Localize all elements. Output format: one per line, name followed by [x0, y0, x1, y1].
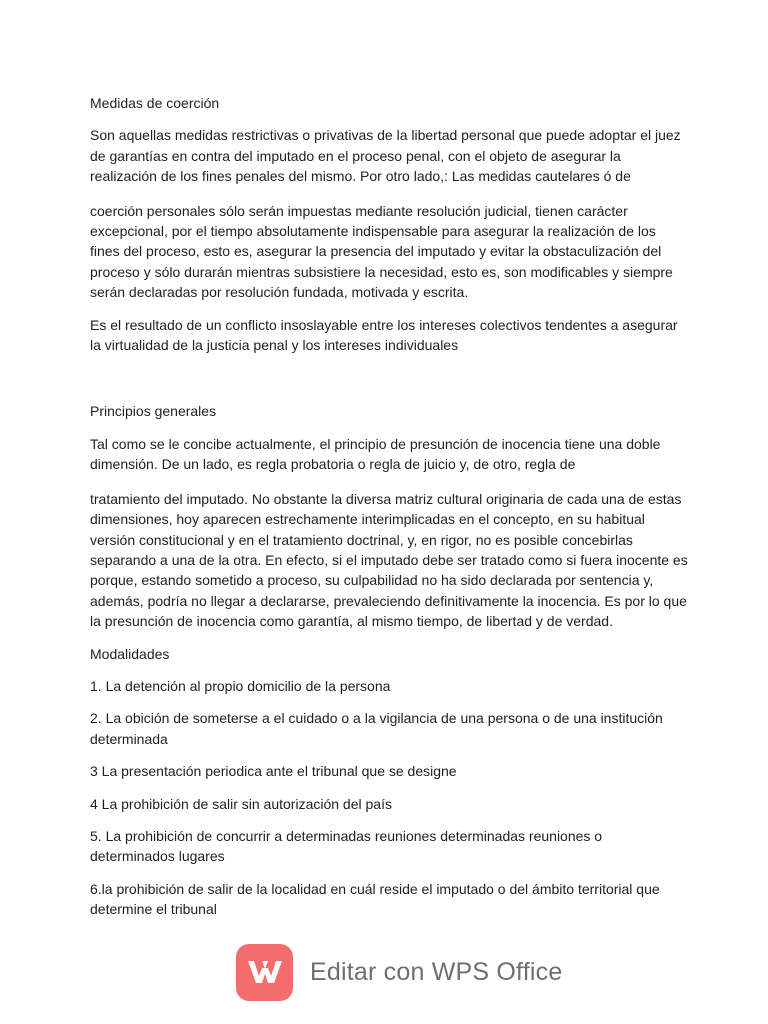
- list-item: 5. La prohibición de concurrir a determinadas reuniones determinadas reuniones o determinados lugares: [90, 827, 603, 865]
- wps-edit-label[interactable]: Editar con WPS Office: [310, 957, 563, 986]
- section-heading-principios: Principios generales: [90, 403, 217, 420]
- section-heading-modalidades: Modalidades: [90, 645, 170, 662]
- paragraph: tratamiento del imputado. No obstante la diversa matriz cultural originaria de cada una de estas dimensiones, hoy aparecen estrechamente interimplicadas en el concepto, en su habitual versión constitucional y en el tratamiento doctrinal, y, en rigor, no es posible concebirlas separando a una de la otra. En efecto, si el imputado debe ser tratado como si fuera inocente es porque, estando sometido a proceso, su culpabilidad no ha sido declarada por sentencia y, además, podría no llegar a declararse, prevaleciendo definitivamente la inocencia. Es por lo que la presunción de inocencia como garantía, al mismo tiempo, de libertad y de verdad.: [90, 490, 688, 630]
- wps-office-logo-icon: [236, 944, 293, 1001]
- list-item: 3 La presentación periodica ante el tribunal que se designe: [90, 763, 457, 780]
- document-page: [90, 93, 690, 920]
- list-item: 6.la prohibición de salir de la localidad en cuál reside el imputado o del ámbito territorial que determine el tribunal: [90, 880, 660, 918]
- paragraph: Son aquellas medidas restrictivas o privativas de la libertad personal que puede adoptar el juez de garantías en contra del imputado en el proceso penal, con el objeto de asegurar la realización de los fines penales del mismo. Por otro lado,: Las medidas cautelares ó de: [90, 127, 681, 185]
- wps-logo-glyph: [245, 956, 285, 988]
- list-item: 2. La obición de someterse a el cuidado o a la vigilancia de una persona o de una institución determinada: [90, 710, 663, 747]
- section-heading-medidas: Medidas de coerción: [90, 95, 220, 111]
- wps-edit-banner[interactable]: [236, 943, 562, 1001]
- paragraph: Es el resultado de un conflicto insoslayable entre los intereses colectivos tendentes a asegurar la virtualidad de la justicia penal y los intereses individuales: [90, 316, 678, 354]
- paragraph: coerción personales sólo serán impuestas mediante resolución judicial, tienen carácter excepcional, por el tiempo absolutamente indispensable para asegurar la realización de los fines del proceso, esto es, asegurar la presencia del imputado y evitar la obstaculización del proceso y sólo durarán mientras subsistiere la necesidad, esto es, son modificables y siempre serán declaradas por resolución fundada, motivada y escrita.: [90, 202, 673, 301]
- paragraph: Tal como se le concibe actualmente, el principio de presunción de inocencia tiene una doble dimensión. De un lado, es regla probatoria o regla de juicio y, de otro, regla de: [90, 435, 661, 473]
- list-item: 4 La prohibición de salir sin autorización del país: [90, 795, 392, 812]
- list-item: 1. La detención al propio domicilio de la persona: [90, 677, 391, 694]
